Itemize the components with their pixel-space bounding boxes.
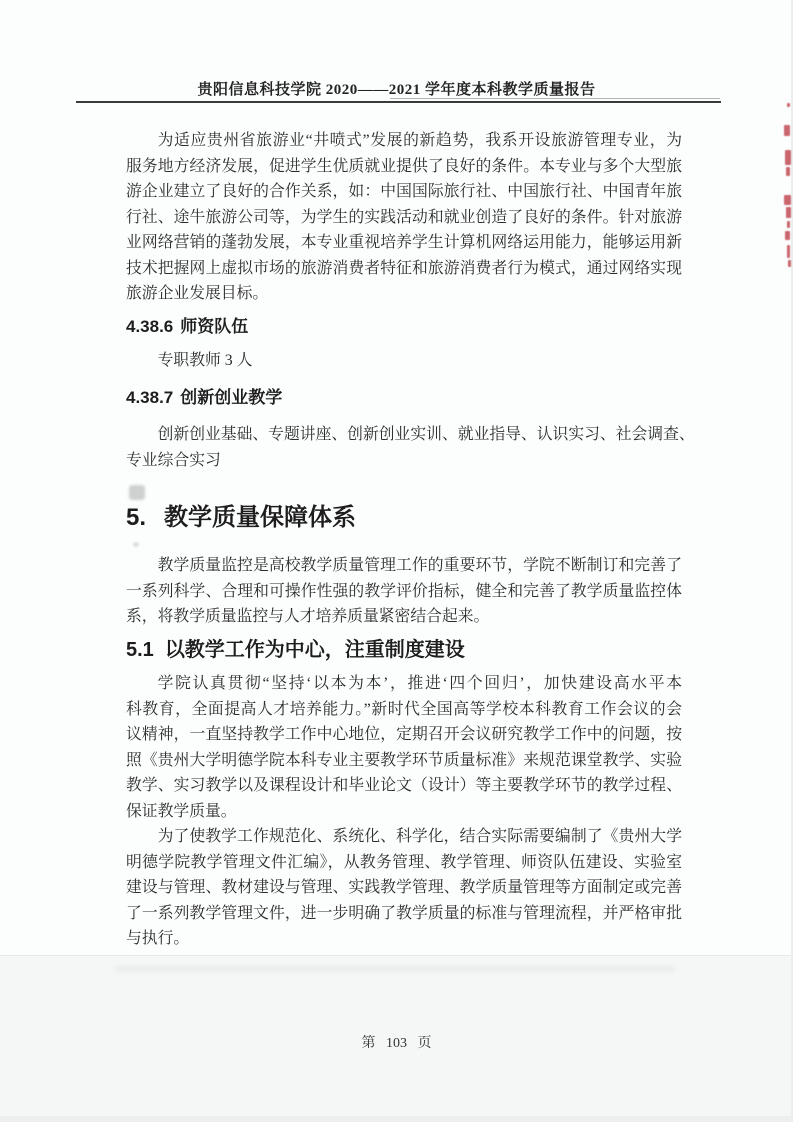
text-line: 一系列科学、合理和可操作性强的教学评价指标，健全和完善了教学质量监控体 [126, 582, 682, 600]
text-line: 了一系列教学管理文件，进一步明确了教学质量的标准与管理流程，并严格审批 [126, 904, 682, 922]
text-line: 为了使教学工作规范化、系统化、科学化，结合实际需要编制了《贵州大学 [157, 828, 682, 845]
text-line: 科教育，全面提高人才培养能力。”新时代全国高等学校本科教育工作会议的会 [126, 700, 682, 718]
text-line: 议精神，一直坚持教学工作中心地位，定期召开会议研究教学工作中的问题，按 [126, 726, 682, 743]
text-line: 与执行。 [126, 930, 190, 947]
text-line: 系，将教学质量监控与人才培养质量紧密结合起来。 [126, 608, 490, 625]
text-line: 保证教学质量。 [126, 802, 237, 820]
heading-number: 5.1 [126, 639, 154, 661]
text-line: 旅游企业发展目标。 [126, 285, 269, 302]
text-line: 游企业建立了良好的合作关系，如：中国国际旅行社、中国旅行社、中国青年旅 [126, 183, 682, 200]
paragraph-management-documents [126, 824, 682, 952]
text-line: 技术把握网上虚拟市场的旅游消费者特征和旅游消费者行为模式，通过网络实现 [126, 259, 682, 277]
text-line: 服务地方经济发展，促进学生优质就业提供了良好的条件。本专业与多个大型旅 [126, 157, 682, 175]
header-rule-ghost [390, 98, 720, 99]
text-line: 建设与管理、教材建设与管理、实践教学管理、教学质量管理等方面制定或完善 [126, 879, 682, 896]
heading-4-38-6-faculty [126, 315, 248, 339]
heading-text: 师资队伍 [180, 317, 249, 336]
heading-number: 4.38.6 [126, 317, 174, 336]
heading-number: 5. [126, 504, 147, 531]
red-stamp-fragment [787, 245, 790, 258]
red-stamp-fragment [786, 167, 790, 176]
heading-text: 以教学工作为中心，注重制度建设 [164, 639, 465, 661]
text-line: 学院认真贯彻“坚持‘以本为本’，推进‘四个回归’，加快建设高水平本 [157, 675, 682, 692]
scan-smudge [129, 485, 145, 500]
paragraph-faculty-count [126, 348, 682, 374]
red-stamp-fragment [787, 103, 790, 107]
scan-smudge-streak [115, 966, 675, 972]
text-line: 专业综合实习 [126, 451, 221, 469]
text-line: 业网络营销的蓬勃发展，本专业重视培养学生计算机网络运用能力，能够运用新 [126, 234, 682, 251]
paragraph-innovation-courses [126, 422, 695, 473]
heading-4-38-7-innovation [126, 386, 282, 410]
page-header-title: 贵阳信息科技学院 2020——2021 学年度本科教学质量报告 [197, 82, 596, 98]
red-stamp-fragment [787, 221, 790, 228]
heading-chapter-5 [126, 503, 356, 533]
red-stamp-fragment [788, 260, 791, 267]
red-stamp-fragment [784, 125, 790, 136]
red-stamp-fragment [784, 195, 791, 205]
text-line: 行社、途牛旅游公司等，为学生的实践活动和就业创造了良好的条件。针对旅游 [126, 208, 682, 226]
text-line: 教学质量监控是高校教学质量管理工作的重要环节，学院不断制订和完善了 [157, 557, 682, 574]
page-number: 第 103 页 [361, 1036, 432, 1051]
heading-section-5-1 [126, 637, 465, 663]
heading-number: 4.38.7 [126, 388, 174, 407]
paragraph-tourism-major [126, 128, 682, 307]
text-line: 专职教师 3 人 [157, 352, 253, 369]
scan-bottom-band-edge [0, 955, 793, 956]
text-line: 照《贵州大学明德学院本科专业主要教学环节质量标准》来规范课堂教学、实验 [126, 751, 682, 769]
text-line: 为适应贵州省旅游业“井喷式”发展的新趋势，我系开设旅游管理专业，为 [157, 132, 682, 149]
heading-text: 创新创业教学 [180, 388, 283, 407]
paragraph-quality-monitoring [126, 553, 682, 630]
text-line: 明德学院教学管理文件汇编》，从教务管理、教学管理、师资队伍建设、实验室 [126, 853, 682, 871]
red-stamp-fragment [785, 231, 790, 240]
scan-smudge-dot [133, 542, 139, 547]
heading-text: 教学质量保障体系 [164, 504, 357, 531]
text-line: 创新创业基础、专题讲座、创新创业实训、就业指导、认识实习、社会调查、 [157, 426, 695, 443]
text-line: 教学、实习教学以及课程设计和毕业论文（设计）等主要教学环节的教学过程、 [126, 777, 682, 794]
scan-bottom-edge [0, 1116, 793, 1122]
header-rule [76, 101, 721, 103]
red-stamp-fragment [786, 207, 791, 218]
paragraph-education-policy [126, 671, 682, 824]
red-stamp-fragment [785, 150, 791, 165]
